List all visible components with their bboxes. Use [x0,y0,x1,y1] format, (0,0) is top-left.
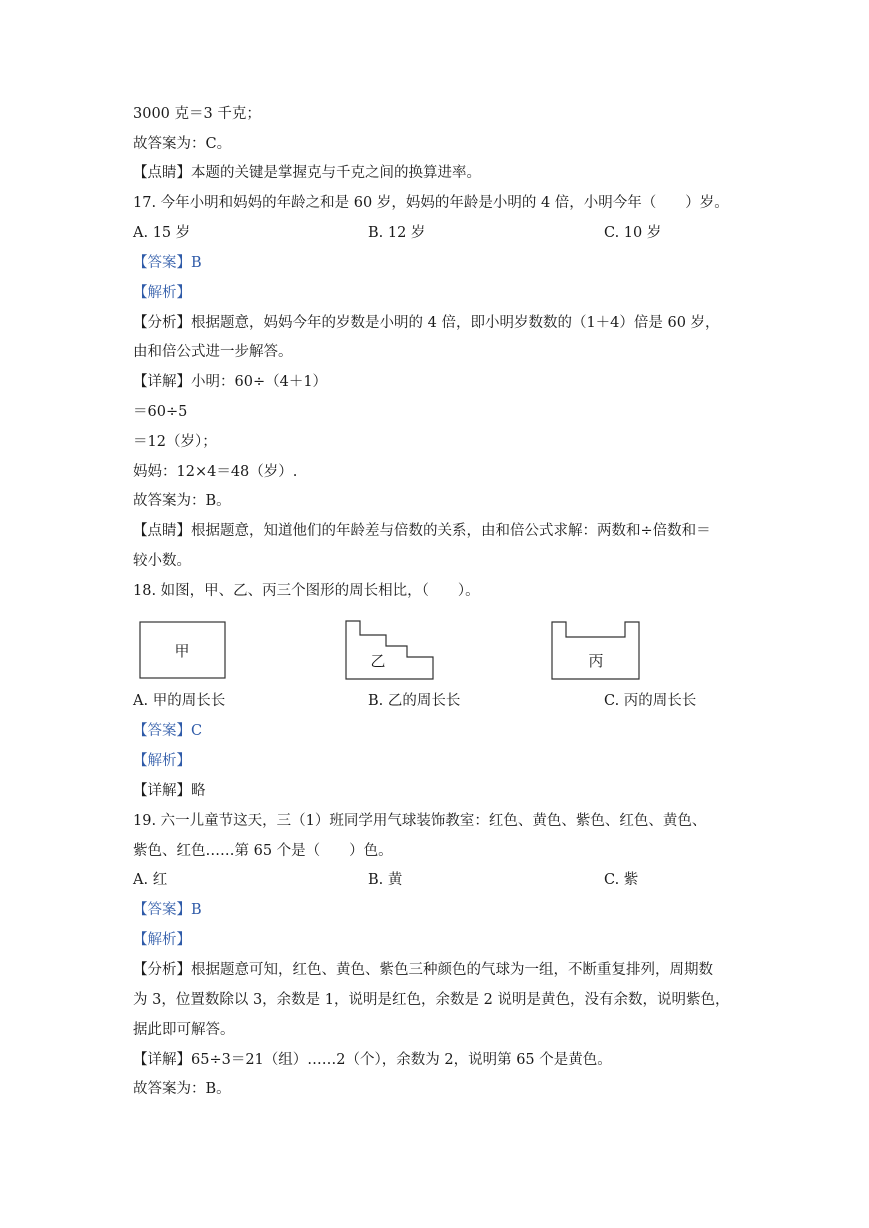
option-17b: B. 12 岁 [368,225,426,241]
option-17a: A. 15 岁 [133,225,191,241]
figure-yi-label: 乙 [370,652,386,670]
analysis-17-line2: 由和倍公式进一步解答。 [133,344,293,360]
analysis-19-line1: 【分析】根据题意可知，红色、黄色、紫色三种颜色的气球为一组，不断重复排列，周期数 [133,962,713,978]
figure-bing-label: 丙 [588,652,604,670]
answer-19: 【答案】B [133,902,202,918]
detail-19-line1: 【详解】65÷3＝21（组）……2（个），余数为 2，说明第 65 个是黄色。 [133,1052,612,1068]
figure-jia-label: 甲 [174,642,190,660]
option-18b: B. 乙的周长长 [368,693,461,709]
comment-17-line1: 【点睛】根据题意，知道他们的年龄差与倍数的关系，由和倍公式求解：两数和÷倍数和＝ [133,523,711,539]
figure-yi [346,621,433,679]
analysis-header-18: 【解析】 [133,753,191,769]
answer-17: 【答案】B [133,255,202,271]
option-17c: C. 10 岁 [604,225,662,241]
detail-17-line4: 妈妈：12×4＝48（岁）. [133,464,298,480]
detail-17-line2: ＝60÷5 [133,404,188,420]
option-18a: A. 甲的周长长 [133,693,226,709]
analysis-17-line1: 【分析】根据题意，妈妈今年的岁数是小明的 4 倍，即小明岁数数的（1＋4）倍是 60 岁， [133,315,720,331]
question-18: 18. 如图，甲、乙、丙三个图形的周长相比，（ ）。 [133,583,480,599]
analysis-header-19: 【解析】 [133,932,191,948]
option-19a: A. 红 [133,872,168,888]
detail-19-line2: 故答案为：B。 [133,1081,231,1097]
detail-17-line1: 【详解】小明：60÷（4＋1） [133,374,328,390]
option-19c: C. 紫 [604,872,639,888]
analysis-19-line3: 据此即可解答。 [133,1022,235,1038]
option-18c: C. 丙的周长长 [604,693,697,709]
question-19-line1: 19. 六一儿童节这天，三（1）班同学用气球装饰教室：红色、黄色、紫色、红色、黄色、 [133,813,707,829]
line-conversion: 3000 克＝3 千克； [133,106,261,122]
analysis-19-line2: 为 3，位置数除以 3，余数是 1，说明是红色，余数是 2 说明是黄色，没有余数，说明紫色， [133,992,730,1008]
figure-bing [552,622,639,679]
line-comment-16: 【点睛】本题的关键是掌握克与千克之间的换算进率。 [133,165,481,181]
detail-17-line5: 故答案为：B。 [133,493,231,509]
line-answer-16: 故答案为：C。 [133,136,232,152]
question-17: 17. 今年小明和妈妈的年龄之和是 60 岁，妈妈的年龄是小明的 4 倍，小明今年（ ）岁。 [133,195,729,211]
comment-17-line2: 较小数。 [133,553,191,569]
analysis-header-17: 【解析】 [133,285,191,301]
question-19-line2: 紫色、红色……第 65 个是（ ）色。 [133,843,393,859]
answer-18: 【答案】C [133,723,203,739]
figure-jia [140,622,225,678]
detail-17-line3: ＝12（岁）； [133,434,217,450]
option-19b: B. 黄 [368,872,403,888]
detail-18: 【详解】略 [133,783,206,799]
